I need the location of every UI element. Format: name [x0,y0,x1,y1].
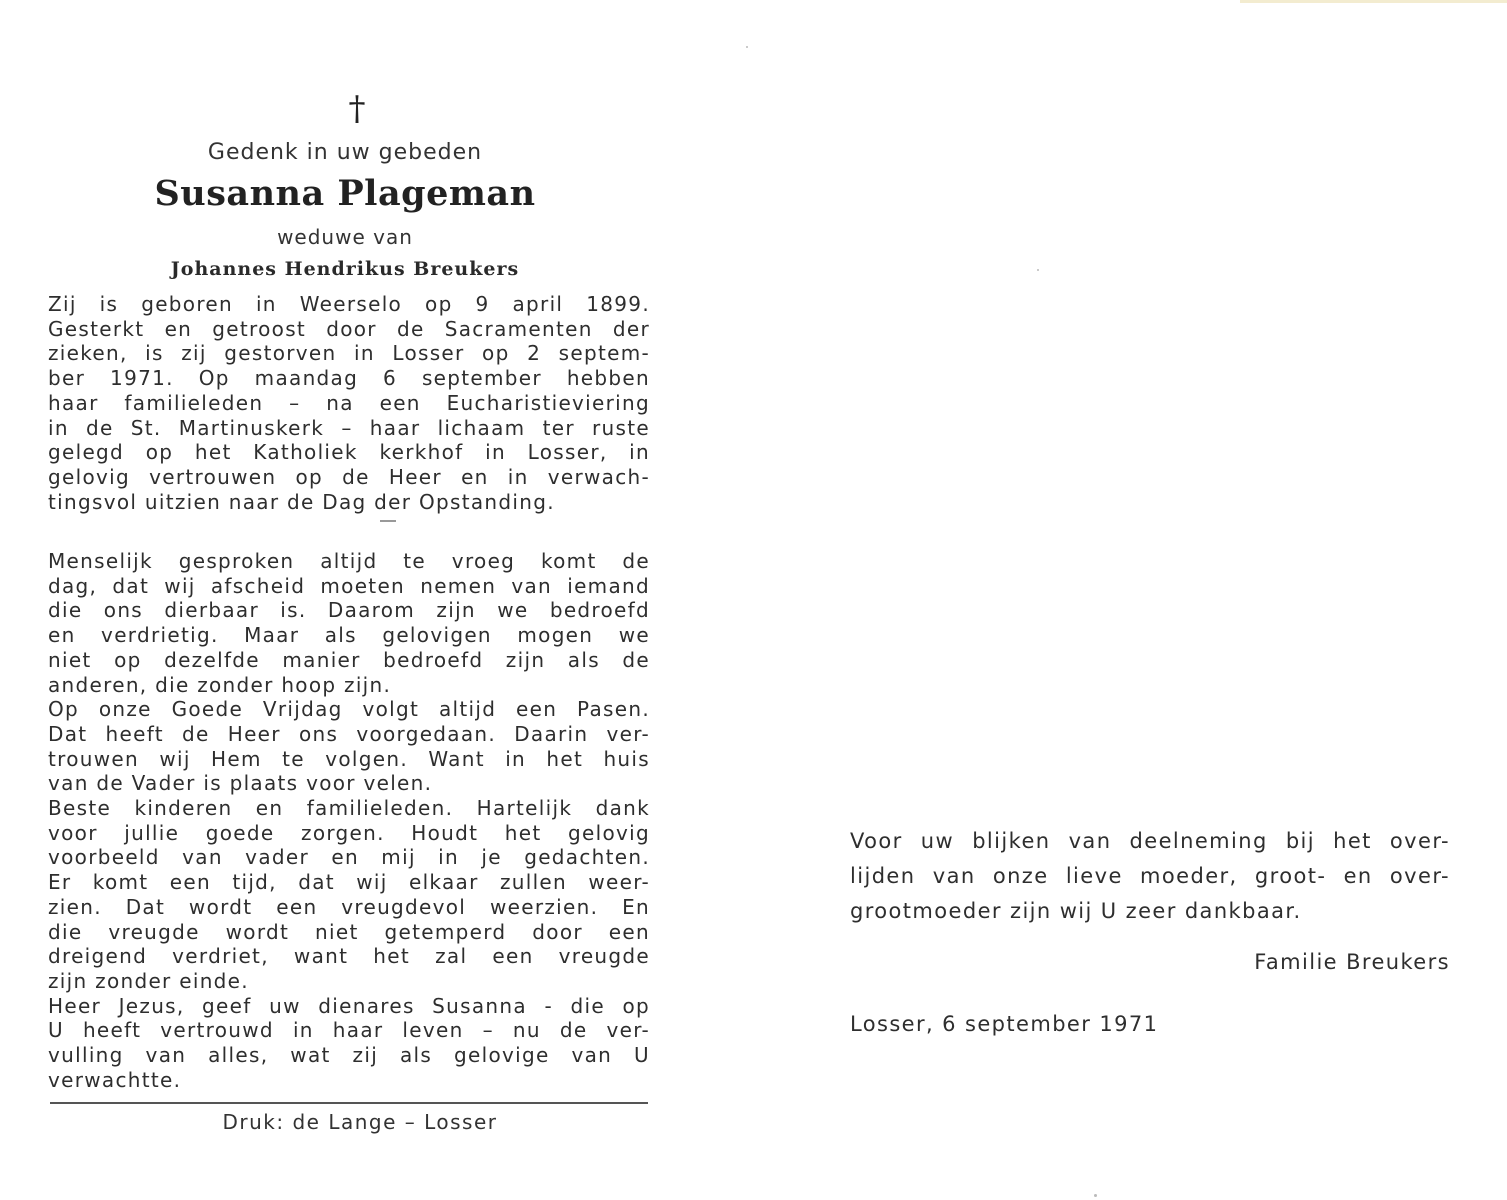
bio-line: gelegd op het Katholiek kerkhof in Losser, in [48,440,650,465]
bio-line: gelovig vertrouwen op de Heer en in verwach- [48,464,650,489]
relation-text: weduwe van [277,225,413,249]
paper-speck [1037,269,1039,271]
reflection-line: dag, dat wij afscheid moeten nemen van iemand [48,573,650,598]
printer-credit: Druk: de Lange – Losser [222,1110,498,1134]
intro-text: Gedenk in uw gebeden [207,140,483,165]
reflection-paragraph [48,549,650,1092]
paper-speck [1094,1194,1097,1197]
place-date: Losser, 6 september 1971 [850,1012,1159,1036]
reflection-line: Menselijk gesproken altijd te vroeg komt de [48,549,650,573]
paper-speck [746,46,748,48]
bio-line: Gesterkt en getroost door de Sacramenten der [48,316,650,341]
reflection-line: die ons dierbaar is. Daarom zijn we bedroefd [48,598,650,623]
husband-name: Johannes Hendrikus Breukers [170,258,520,280]
reflection-line: zien. Dat wordt een vreugdevol weerzien. En [48,894,650,919]
cross-icon: † [348,89,366,129]
thanks-paragraph [850,824,1450,929]
bio-line: tingsvol uitzien naar de Dag der Opstanding. [48,489,555,514]
bio-line: haar familieleden – na een Eucharistieviering [48,390,650,415]
reflection-line: van de Vader is plaats voor velen. [48,771,433,796]
thanks-line: grootmoeder zijn wij U zeer dankbaar. [850,899,1302,923]
reflection-line: trouwen wij Hem te volgen. Want in het huis [48,746,650,771]
biography-paragraph [48,292,650,514]
thanks-line: lijden van onze lieve moeder, groot- en over- [850,864,1450,888]
bio-line: zieken, is zij gestorven in Losser op 2 septem- [48,341,650,366]
bio-line: in de St. Martinuskerk – haar lichaam ter ruste [48,415,650,440]
bottom-rule [50,1102,648,1104]
reflection-line: voorbeeld van vader en mij in je gedachten. [48,845,650,870]
reflection-line: en verdrietig. Maar als gelovigen mogen we [48,623,650,648]
reflection-line: Heer Jezus, geef uw dienares Susanna - die op [48,993,650,1018]
reflection-line: verwachtte. [48,1067,182,1092]
reflection-line: Dat heeft de Heer ons voorgedaan. Daarin ver- [48,721,650,746]
reflection-line: Op onze Goede Vrijdag volgt altijd een Pasen. [48,697,650,722]
reflection-line: U heeft vertrouwd in haar leven – nu de ver- [48,1018,650,1043]
bio-line: ber 1971. Op maandag 6 september hebben [48,366,650,391]
reflection-line: Beste kinderen en familieleden. Hartelijk dank [48,796,650,821]
reflection-line: Er komt een tijd, dat wij elkaar zullen weer- [48,870,650,895]
deceased-name: Susanna Plageman [154,173,536,214]
bio-line: Zij is geboren in Weerselo op 9 april 1899. [48,292,650,316]
reflection-line: voor jullie goede zorgen. Houdt het gelovig [48,820,650,845]
reflection-line: niet op dezelfde manier bedroefd zijn als de [48,647,650,672]
reflection-line: vulling van alles, wat zij als gelovige van U [48,1043,650,1068]
paper-edge-strip [1240,0,1507,3]
reflection-line: anderen, die zonder hoop zijn. [48,672,392,697]
reflection-line: dreigend verdriet, want het zal een vreugde [48,944,650,969]
section-divider [380,520,396,522]
reflection-line: die vreugde wordt niet getemperd door een [48,919,650,944]
thanks-line: Voor uw blijken van deelneming bij het over- [850,829,1450,853]
family-signature: Familie Breukers [1254,950,1450,974]
reflection-line: zijn zonder einde. [48,968,249,993]
